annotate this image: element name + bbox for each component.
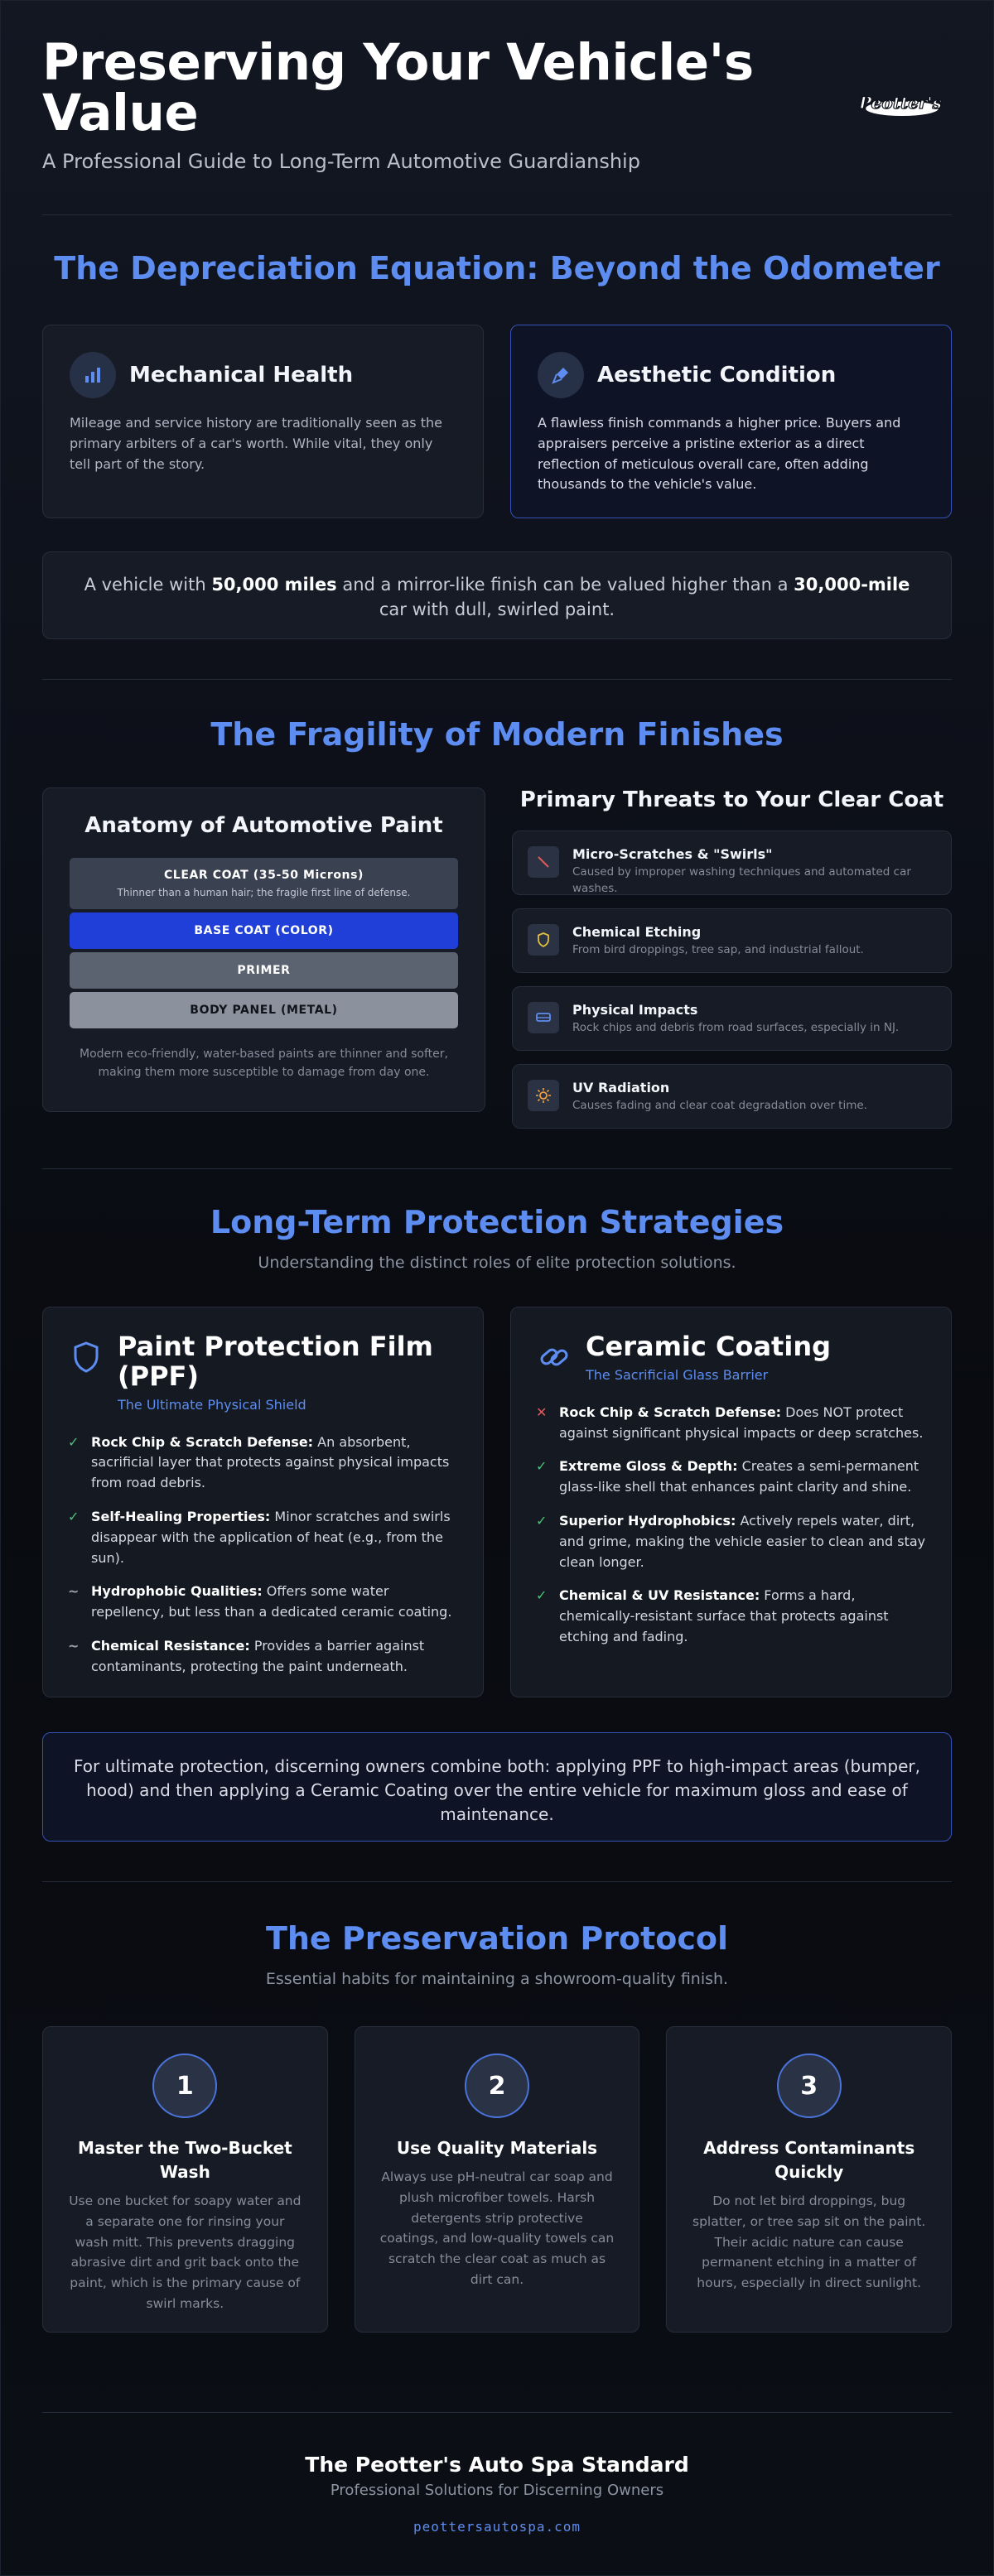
feature-label: Self-Healing Properties: (91, 1509, 271, 1525)
ppf-tagline: The Ultimate Physical Shield (118, 1396, 306, 1413)
ceramic-tagline: The Sacrificial Glass Barrier (586, 1366, 769, 1383)
ceramic-feature-list (536, 1403, 926, 1648)
ceramic-coating-card (510, 1307, 952, 1697)
feature-item (536, 1457, 926, 1498)
paint-anatomy-card (42, 787, 485, 1112)
feature-item (68, 1582, 458, 1623)
feature-text: Provides a barrier against contaminants, protecting the paint underneath. (91, 1638, 425, 1674)
threat-item (512, 831, 952, 895)
step-text: Always use pH-neutral car soap and plush microfiber towels. Harsh detergents strip protective coatings, and low-quality towels can scratch the clear coat as much as dirt can. (379, 2169, 615, 2287)
check-icon: ✓ (536, 1513, 548, 1529)
card-title: Mechanical Health (129, 363, 354, 388)
anatomy-title: Anatomy of Automotive Paint (84, 813, 443, 838)
value-comparison-quote (42, 551, 952, 639)
card-text: A flawless finish commands a higher price. Buyers and appraisers perceive a pristine exterior as a direct reflection of meticulous overall care, often adding thousands to the vehicle's value. (538, 415, 901, 493)
x-icon: ✕ (536, 1404, 548, 1420)
brand-logo (859, 84, 942, 125)
layer-primer (70, 952, 458, 989)
ppf-feature-list (68, 1432, 458, 1678)
aesthetic-condition-card (510, 325, 952, 518)
step-card (666, 2026, 952, 2333)
feature-text: Forms a hard, chemically-resistant surface that protects against etching and fading. (559, 1587, 889, 1644)
protection-section (42, 1169, 952, 1842)
sun-icon (528, 1080, 559, 1111)
feature-label: Rock Chip & Scratch Defense: (91, 1433, 314, 1450)
feature-label: Chemical Resistance: (91, 1638, 250, 1654)
fragility-section (42, 680, 952, 1129)
threat-desc: Causes fading and clear coat degradation over time. (572, 1099, 867, 1112)
link-icon (536, 1339, 572, 1375)
check-icon: ✓ (536, 1458, 548, 1475)
step-title: Master the Two-Bucket Wash (77, 2138, 292, 2182)
step-card (42, 2026, 328, 2333)
threat-item (512, 986, 952, 1051)
threats-panel (512, 787, 952, 1129)
quote-text: A vehicle with (84, 575, 212, 595)
threat-desc: Rock chips and debris from road surfaces, especially in NJ. (572, 1021, 900, 1034)
section-subtitle: Understanding the distinct roles of elite protection solutions. (258, 1254, 736, 1272)
depreciation-section (42, 215, 952, 639)
feature-label: Extreme Gloss & Depth: (559, 1458, 738, 1475)
card-text: Mileage and service history are traditionally seen as the primary arbiters of a car's worth. While vital, they only tell part of the story. (70, 415, 442, 472)
quote-text: car with dull, swirled paint. (379, 599, 615, 620)
step-number-badge: 2 (465, 2054, 529, 2118)
threat-title: Physical Impacts (572, 1002, 698, 1018)
layer-label: BODY PANEL (METAL) (190, 1004, 338, 1017)
tilde-icon: ~ (68, 1583, 80, 1600)
car-icon (528, 1002, 559, 1033)
threat-title: Micro-Scratches & "Swirls" (572, 846, 773, 862)
feature-label: Rock Chip & Scratch Defense: (559, 1404, 782, 1420)
feature-text: Minor scratches and swirls disappear with the application of heat (e.g., from the sun). (91, 1509, 451, 1566)
threat-item (512, 1064, 952, 1129)
check-icon: ✓ (68, 1509, 80, 1525)
mechanical-health-card (42, 325, 484, 518)
anatomy-note: Modern eco-friendly, water-based paints are thinner and softer, making them more susceptible to damage from day one. (80, 1047, 448, 1080)
step-text: Do not let bird droppings, bug splatter, or tree sap sit on the paint. Their acidic nature can cause permanent etching in a matter of hours, especially in direct sunlight. (692, 2193, 926, 2291)
tilde-icon: ~ (68, 1638, 80, 1654)
layer-label: BASE COAT (COLOR) (194, 924, 334, 937)
check-icon: ✓ (68, 1433, 80, 1450)
step-text: Use one bucket for soapy water and a separate one for rinsing your wash mitt. This prevents dragging abrasive dirt and grit back onto the paint, which is the primary cause of swirl marks. (69, 2193, 302, 2311)
step-title: Address Contaminants Quickly (703, 2138, 915, 2182)
layer-sub: Thinner than a human hair; the fragile first line of defense. (117, 887, 411, 898)
feature-text: An absorbent, sacrificial layer that protects against physical impacts from road debris. (91, 1433, 450, 1491)
website-link[interactable]: peottersautospa.com (413, 2519, 581, 2535)
threats-title: Primary Threats to Your Clear Coat (519, 787, 944, 812)
ppf-title: Paint Protection Film (PPF) (118, 1331, 433, 1392)
feature-item (536, 1403, 926, 1444)
layer-label: PRIMER (237, 964, 291, 977)
section-title: The Preservation Protocol (265, 1920, 729, 1957)
bar-chart-icon (70, 352, 116, 398)
threat-desc: Caused by improper washing techniques and automated car washes. (572, 865, 911, 895)
section-title: The Depreciation Equation: Beyond the Odometer (54, 250, 940, 286)
ppf-card (42, 1307, 484, 1697)
section-subtitle: Essential habits for maintaining a showroom-quality finish. (265, 1970, 729, 1988)
step-card (355, 2026, 640, 2333)
threat-item (512, 908, 952, 973)
feature-item (68, 1507, 458, 1568)
layer-clear-coat (70, 858, 458, 909)
page-subtitle: A Professional Guide to Long-Term Automotive Guardianship (42, 150, 640, 173)
threat-title: Chemical Etching (572, 924, 702, 940)
quote-text: and a mirror-like finish can be valued higher than a (336, 575, 794, 595)
step-title: Use Quality Materials (396, 2138, 598, 2158)
feature-item (68, 1636, 458, 1678)
feature-item (536, 1511, 926, 1572)
page-title: Preserving Your Vehicle's Value (42, 33, 754, 142)
spray-brush-icon (538, 352, 584, 398)
shield-icon (528, 924, 559, 956)
step-number-badge: 1 (152, 2054, 217, 2118)
section-title: The Fragility of Modern Finishes (210, 716, 784, 753)
check-icon: ✓ (536, 1587, 548, 1604)
layer-base-coat (70, 912, 458, 949)
footer-subtitle: Professional Solutions for Discerning Owners (330, 2482, 664, 2499)
scratch-icon (528, 846, 559, 878)
quote-highlight: 50,000 miles (211, 575, 337, 595)
threat-desc: From bird droppings, tree sap, and industrial fallout. (572, 943, 864, 956)
feature-text: Does NOT protect against significant physical impacts or deep scratches. (559, 1404, 924, 1441)
header (42, 1, 952, 214)
feature-label: Hydrophobic Qualities: (91, 1583, 263, 1600)
section-title: Long-Term Protection Strategies (210, 1204, 784, 1240)
feature-label: Superior Hydrophobics: (559, 1513, 736, 1529)
feature-text: Creates a semi-permanent glass-like shell that enhances paint clarity and shine. (559, 1458, 919, 1495)
card-title: Aesthetic Condition (597, 363, 837, 388)
layer-label: CLEAR COAT (35-50 Microns) (163, 869, 364, 882)
quote-highlight: 30,000-mile (794, 575, 910, 595)
feature-text: Offers some water repellency, but less than a dedicated ceramic coating. (91, 1583, 452, 1620)
feature-label: Chemical & UV Resistance: (559, 1587, 760, 1604)
feature-text: Actively repels water, dirt, and grime, making the vehicle easier to clean and stay clean longer. (559, 1513, 926, 1570)
layer-body-panel (70, 992, 458, 1028)
threat-title: UV Radiation (572, 1080, 670, 1095)
shield-outline-icon (68, 1339, 104, 1375)
feature-item (536, 1586, 926, 1647)
protocol-section (42, 1882, 952, 2333)
step-number-badge: 3 (777, 2054, 842, 2118)
combination-callout: For ultimate protection, discerning owners combine both: applying PPF to high-impact areas (bumper, hood) and then applying a Ceramic Coating over the entire vehicle for maximum gloss and ease of maintenance. (42, 1732, 952, 1842)
footer (42, 2413, 952, 2535)
ceramic-title: Ceramic Coating (586, 1331, 831, 1362)
svg-text:Peotter's: Peotter's (859, 93, 942, 113)
footer-title: The Peotter's Auto Spa Standard (305, 2453, 689, 2477)
feature-item (68, 1432, 458, 1494)
